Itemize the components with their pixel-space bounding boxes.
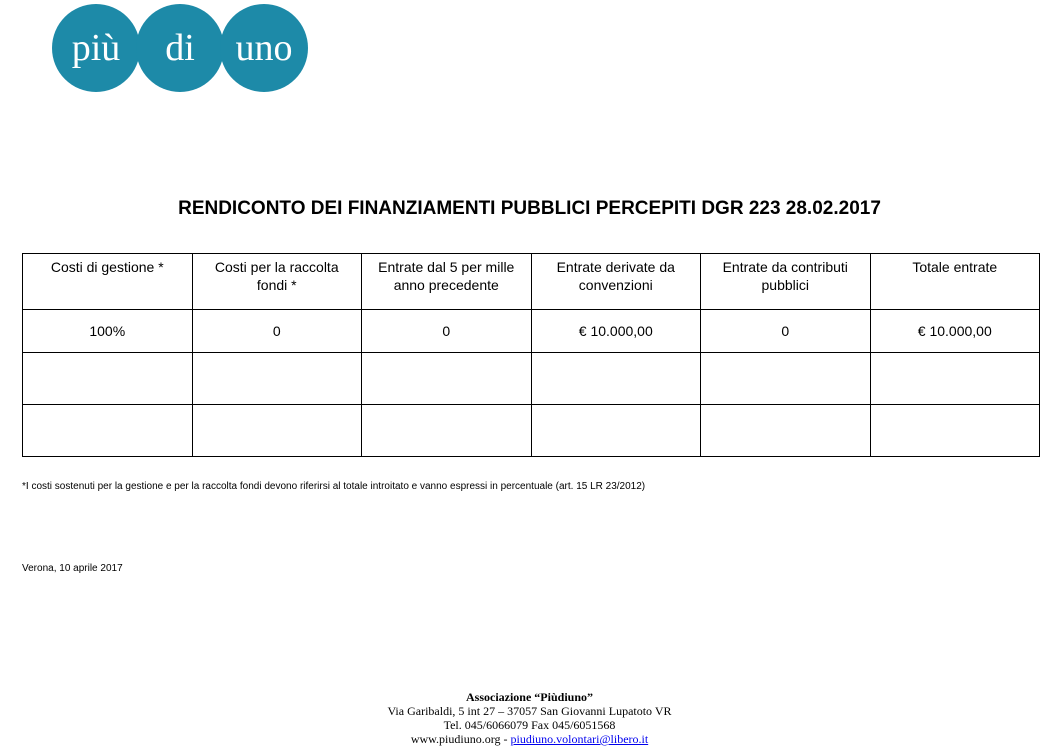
logo — [52, 4, 310, 94]
cell-contributi-pubblici: 0 — [701, 310, 871, 353]
footer-separator: - — [500, 732, 511, 746]
footnote: *I costi sostenuti per la gestione e per la raccolta fondi devono riferirsi al totale introitato e vanno espressi in percentuale (art. 15 LR 23/2012) — [22, 481, 646, 492]
logo-circle-uno — [220, 4, 308, 92]
empty-cell — [192, 353, 362, 405]
footer — [0, 690, 1059, 746]
empty-cell — [531, 405, 701, 457]
empty-cell — [701, 353, 871, 405]
empty-cell — [531, 353, 701, 405]
header-contributi-pubblici: Entrate da contributi pubblici — [701, 254, 871, 310]
empty-cell — [362, 353, 532, 405]
header-costi-gestione: Costi di gestione * — [23, 254, 193, 310]
logo-word: uno — [235, 27, 293, 69]
footer-address: Via Garibaldi, 5 int 27 – 37057 San Giovanni Lupatoto VR — [387, 704, 672, 718]
empty-cell — [23, 405, 193, 457]
logo-circle-piu — [52, 4, 140, 92]
footer-contacts — [0, 732, 1059, 746]
header-totale-entrate: Totale entrate — [870, 254, 1040, 310]
empty-cell — [701, 405, 871, 457]
table-row-empty — [23, 405, 1040, 457]
cell-costi-raccolta: 0 — [192, 310, 362, 353]
document-title: RENDICONTO DEI FINANZIAMENTI PUBBLICI PERCEPITI DGR 223 28.02.2017 — [178, 198, 881, 219]
empty-cell — [870, 405, 1040, 457]
empty-cell — [23, 353, 193, 405]
empty-cell — [192, 405, 362, 457]
cell-convenzioni: € 10.000,00 — [531, 310, 701, 353]
footer-phone: Tel. 045/6066079 Fax 045/6051568 — [443, 718, 616, 732]
logo-word: di — [165, 27, 195, 69]
footer-org-name: Associazione “Piùdiuno” — [465, 690, 594, 704]
header-costi-raccolta: Costi per la raccolta fondi * — [192, 254, 362, 310]
place-date: Verona, 10 aprile 2017 — [22, 563, 123, 574]
cell-5-per-mille: 0 — [362, 310, 532, 353]
table-row-empty — [23, 353, 1040, 405]
empty-cell — [362, 405, 532, 457]
empty-cell — [870, 353, 1040, 405]
financial-report-table — [22, 253, 1040, 457]
logo-word: più — [71, 27, 121, 69]
logo-circle-di — [136, 4, 224, 92]
footer-website[interactable]: www.piudiuno.org — [410, 732, 501, 746]
cell-costi-gestione: 100% — [23, 310, 193, 353]
header-5-per-mille: Entrate dal 5 per mille anno precedente — [362, 254, 532, 310]
cell-totale-entrate: € 10.000,00 — [870, 310, 1040, 353]
header-convenzioni: Entrate derivate da convenzioni — [531, 254, 701, 310]
footer-email-link[interactable]: piudiuno.volontari@libero.it — [510, 732, 649, 746]
table-row — [23, 310, 1040, 353]
table-header-row — [23, 254, 1040, 310]
